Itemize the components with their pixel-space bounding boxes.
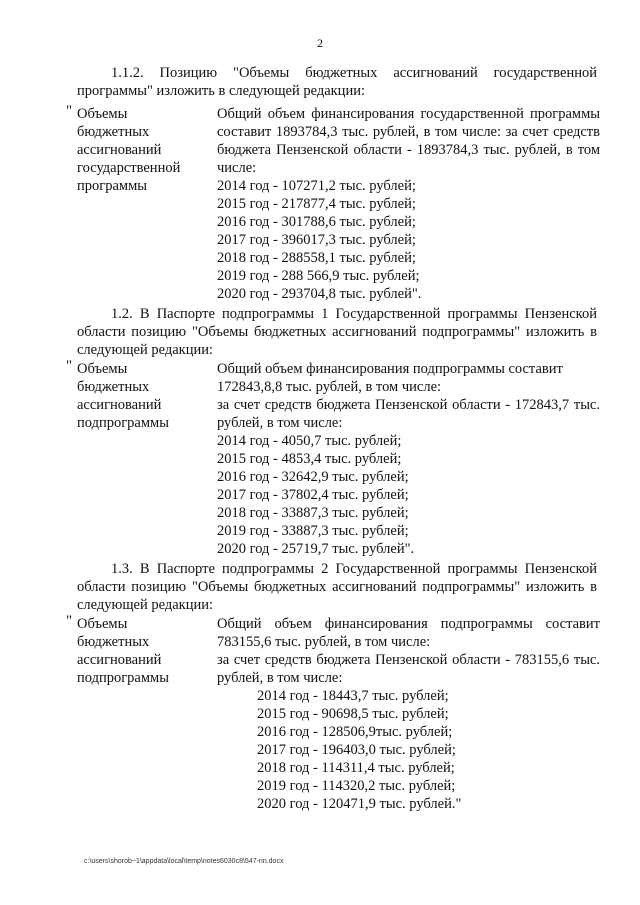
- year-row: 2019 год - 33887,3 тыс. рублей;: [217, 523, 409, 539]
- year-row: 2020 год - 293704,8 тыс. рублей".: [217, 286, 422, 302]
- year-row: 2016 год - 301788,6 тыс. рублей;: [217, 214, 416, 230]
- section-1-text: [217, 105, 600, 303]
- section-3-description-line: Общий объем финансирования подпрограммы составит 783155,6 тыс. рублей, в том числе:: [217, 616, 600, 650]
- year-row: 2018 год - 33887,3 тыс. рублей;: [217, 505, 409, 521]
- section-2-label: Объемы бюджетных ассигнований подпрограммы: [77, 361, 169, 431]
- section-3-heading: 1.3. В Паспорте подпрограммы 2 Государственной программы Пензенской области позицию "Объемы бюджетных ассигнований подпрограммы" изложить в следующей редакции:: [77, 561, 597, 613]
- open-quote: ": [66, 358, 73, 374]
- section-1-label: Объемы бюджетных ассигнований государственной программы: [77, 106, 181, 194]
- open-quote: ": [66, 103, 73, 119]
- section-2-description-line: за счет средств бюджета Пензенской области - 172843,7 тыс. рублей, в том числе:: [217, 397, 600, 431]
- section-1-description: Общий объем финансирования государственной программы составит 1893784,3 тыс. рублей, в том числе: за счет средств бюджета Пензенской области - 1893784,3 тыс. рублей, в том числе:: [217, 106, 600, 176]
- section-1-block: [60, 103, 600, 302]
- year-row: 2017 год - 396017,3 тыс. рублей;: [217, 232, 416, 248]
- year-row: 2020 год - 25719,7 тыс. рублей".: [217, 541, 415, 557]
- section-2-years: [217, 432, 600, 558]
- year-row: 2015 год - 217877,4 тыс. рублей;: [217, 196, 416, 212]
- section-3-block: [60, 613, 600, 812]
- section-3-text: [217, 615, 600, 813]
- page-number: 2: [317, 36, 323, 50]
- year-row: 2016 год - 32642,9 тыс. рублей;: [217, 469, 409, 485]
- year-row: 2019 год - 114320,2 тыс. рублей;: [257, 778, 456, 794]
- year-row: 2017 год - 196403,0 тыс. рублей;: [257, 742, 456, 758]
- section-2-heading: 1.2. В Паспорте подпрограммы 1 Государственной программы Пензенской области позицию "Объемы бюджетных ассигнований подпрограммы" изложить в следующей редакции:: [77, 306, 597, 358]
- section-2-description-line: Общий объем финансирования подпрограммы составит: [217, 361, 563, 377]
- section-1-heading: 1.1.2. Позицию "Объемы бюджетных ассигнований государственной программы" изложить в следующей редакции:: [77, 65, 597, 99]
- year-row: 2014 год - 4050,7 тыс. рублей;: [217, 433, 402, 449]
- year-row: 2014 год - 18443,7 тыс. рублей;: [257, 688, 449, 704]
- year-row: 2018 год - 288558,1 тыс. рублей;: [217, 250, 416, 266]
- section-3-years: [217, 687, 600, 813]
- year-row: 2017 год - 37802,4 тыс. рублей;: [217, 487, 409, 503]
- year-row: 2015 год - 4853,4 тыс. рублей;: [217, 451, 402, 467]
- file-path-footer: c:\users\shorob~1\appdata\local\temp\notes6030c8\547-nn.docx: [84, 858, 284, 865]
- section-2-description-line: 172843,8,8 тыс. рублей, в том числе:: [217, 379, 442, 395]
- year-row: 2014 год - 107271,2 тыс. рублей;: [217, 178, 416, 194]
- year-row: 2020 год - 120471,9 тыс. рублей.": [257, 796, 462, 812]
- section-3-description-line: за счет средств бюджета Пензенской области - 783155,6 тыс. рублей, в том числе:: [217, 652, 600, 686]
- section-3-label: Объемы бюджетных ассигнований подпрограммы: [77, 616, 169, 686]
- year-row: 2019 год - 288 566,9 тыс. рублей;: [217, 268, 420, 284]
- open-quote: ": [66, 613, 73, 629]
- year-row: 2016 год - 128506,9тыс. рублей;: [257, 724, 453, 740]
- section-2-text: [217, 360, 600, 558]
- year-row: 2018 год - 114311,4 тыс. рублей;: [257, 760, 455, 776]
- section-2-block: [60, 358, 600, 557]
- year-row: 2015 год - 90698,5 тыс. рублей;: [257, 706, 449, 722]
- section-1-years: [217, 177, 600, 303]
